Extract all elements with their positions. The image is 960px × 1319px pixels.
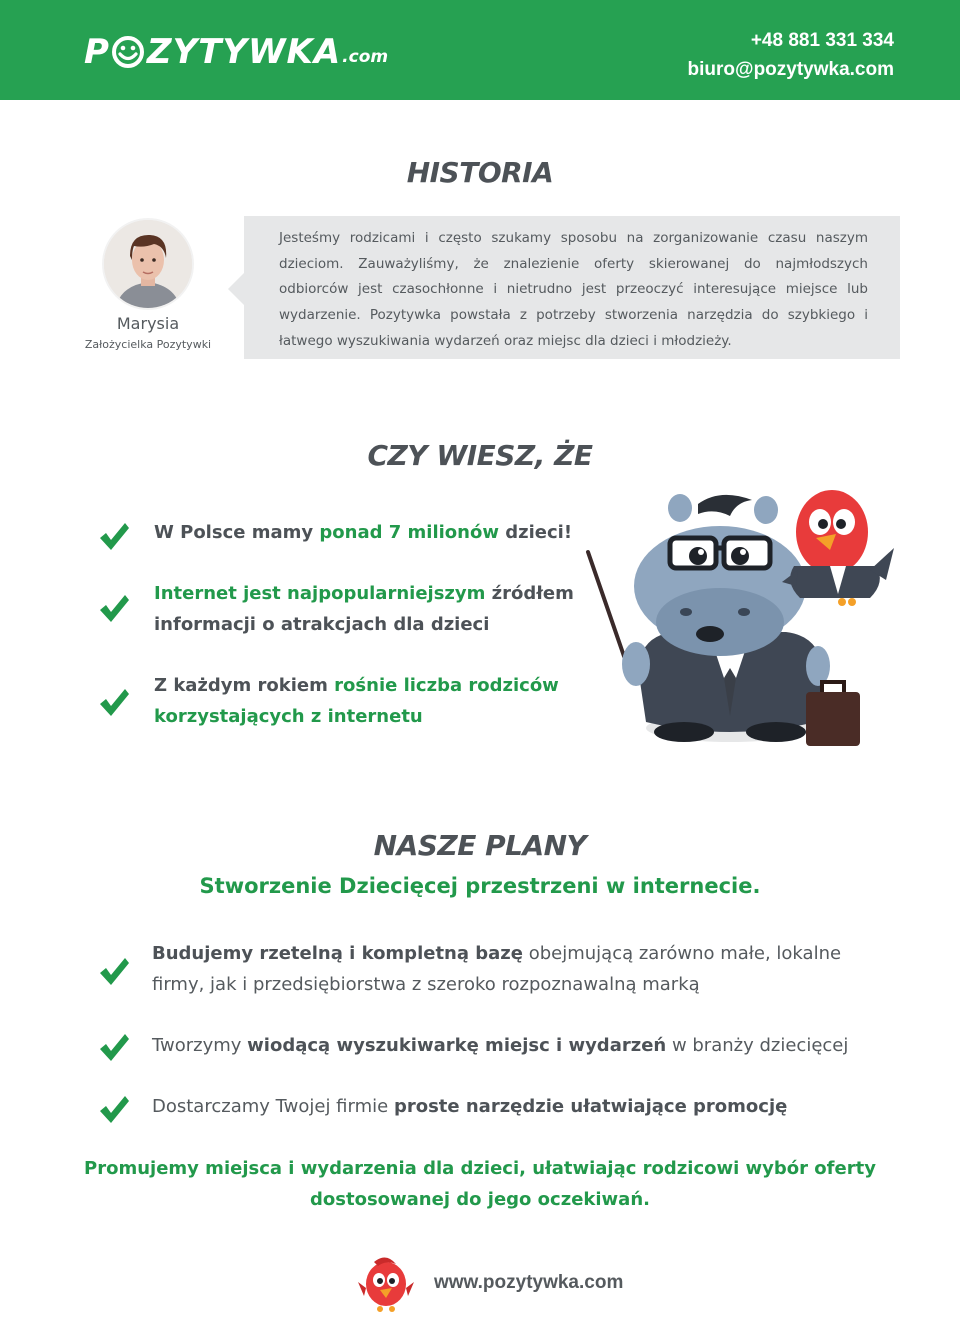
founder-name: Marysia [116, 314, 180, 333]
plan-highlight: Budujemy rzetelną i kompletną bazę [152, 943, 523, 964]
founder-avatar [104, 220, 192, 308]
logo-text-start: P [84, 32, 110, 72]
mascot-illustration [580, 486, 904, 756]
closing-statement: Promujemy miejsca i wydarzenia dla dzieci, ułatwiając rodzicowi wybór oferty dostosowanej do jego oczekiwań. [84, 1158, 876, 1210]
smiley-icon [111, 35, 145, 69]
fact-text: Z każdym rokiem [154, 675, 335, 696]
fact-text: źródłem informacji o atrakcjach dla dzieci [154, 583, 574, 635]
quote-pointer [228, 272, 245, 306]
plan-item [152, 1030, 892, 1061]
fact-item [154, 517, 584, 548]
plan-text: Tworzymy [152, 1035, 248, 1056]
bird-mascot-icon [356, 1252, 416, 1314]
logo-text-end: ZYTYWKA [146, 32, 342, 72]
fact-item [154, 578, 584, 640]
checkmark-icon [98, 592, 130, 624]
pozytywka-logo[interactable] [84, 28, 388, 72]
email-address[interactable]: biuro@pozytywka.com [687, 59, 894, 80]
phone-number[interactable]: +48 881 331 334 [750, 30, 894, 51]
history-text: Jesteśmy rodzicami i często szukamy sposobu na zorganizowanie czasu naszym dzieciom. Zauważyliśmy, że znalezienie oferty skierowanej do najmłodszych odbiorców jest czasochłonne i nietrudno jest przeoczyć interesujące miejsce lub wydarzenie. Pozytywka powstała z potrzeby stworzenia narzędzia do szybkiego i łatwego wyszukiwania wydarzeń oraz miejsc dla dzieci i młodzieży. [279, 230, 868, 349]
plan-item [152, 1091, 892, 1122]
plan-text: Dostarczamy Twojej firmie [152, 1096, 394, 1117]
fact-highlight: rośnie liczba rodziców korzystających z internetu [154, 675, 559, 727]
plan-text: obejmującą zarówno małe, lokalne firmy, jak i przedsiębiorstwa z szeroko rozpoznawalną marką [152, 943, 842, 995]
checkmark-icon [98, 1031, 130, 1063]
historia-title: HISTORIA [406, 156, 554, 189]
header-bar [0, 0, 960, 100]
website-link[interactable]: www.pozytywka.com [434, 1272, 624, 1293]
founder-portrait-image [104, 220, 192, 308]
checkmark-icon [98, 686, 130, 718]
plans-title: NASZE PLANY [373, 829, 587, 862]
plan-item [152, 938, 892, 1000]
plan-text: w branży dziecięcej [666, 1035, 849, 1056]
plan-highlight: wiodącą wyszukiwarkę miejsc i wydarzeń [247, 1035, 667, 1056]
facts-title: CZY WIESZ, ŻE [367, 439, 593, 472]
fact-highlight: Internet jest najpopularniejszym [154, 583, 486, 604]
fact-text: W Polsce mamy [154, 522, 320, 543]
fact-highlight: ponad 7 milionów [319, 522, 499, 543]
plans-subtitle: Stworzenie Dziecięcej przestrzeni w internecie. [199, 874, 761, 898]
fact-text: dzieci! [498, 522, 573, 543]
contact-block [688, 26, 894, 84]
plan-highlight: proste narzędzie ułatwiające promocję [393, 1096, 788, 1117]
checkmark-icon [98, 520, 130, 552]
logo-domain: .com [342, 47, 389, 67]
fact-item [154, 670, 584, 732]
checkmark-icon [98, 955, 130, 987]
checkmark-icon [98, 1093, 130, 1125]
founder-role: Założycielka Pozytywki [84, 338, 212, 351]
